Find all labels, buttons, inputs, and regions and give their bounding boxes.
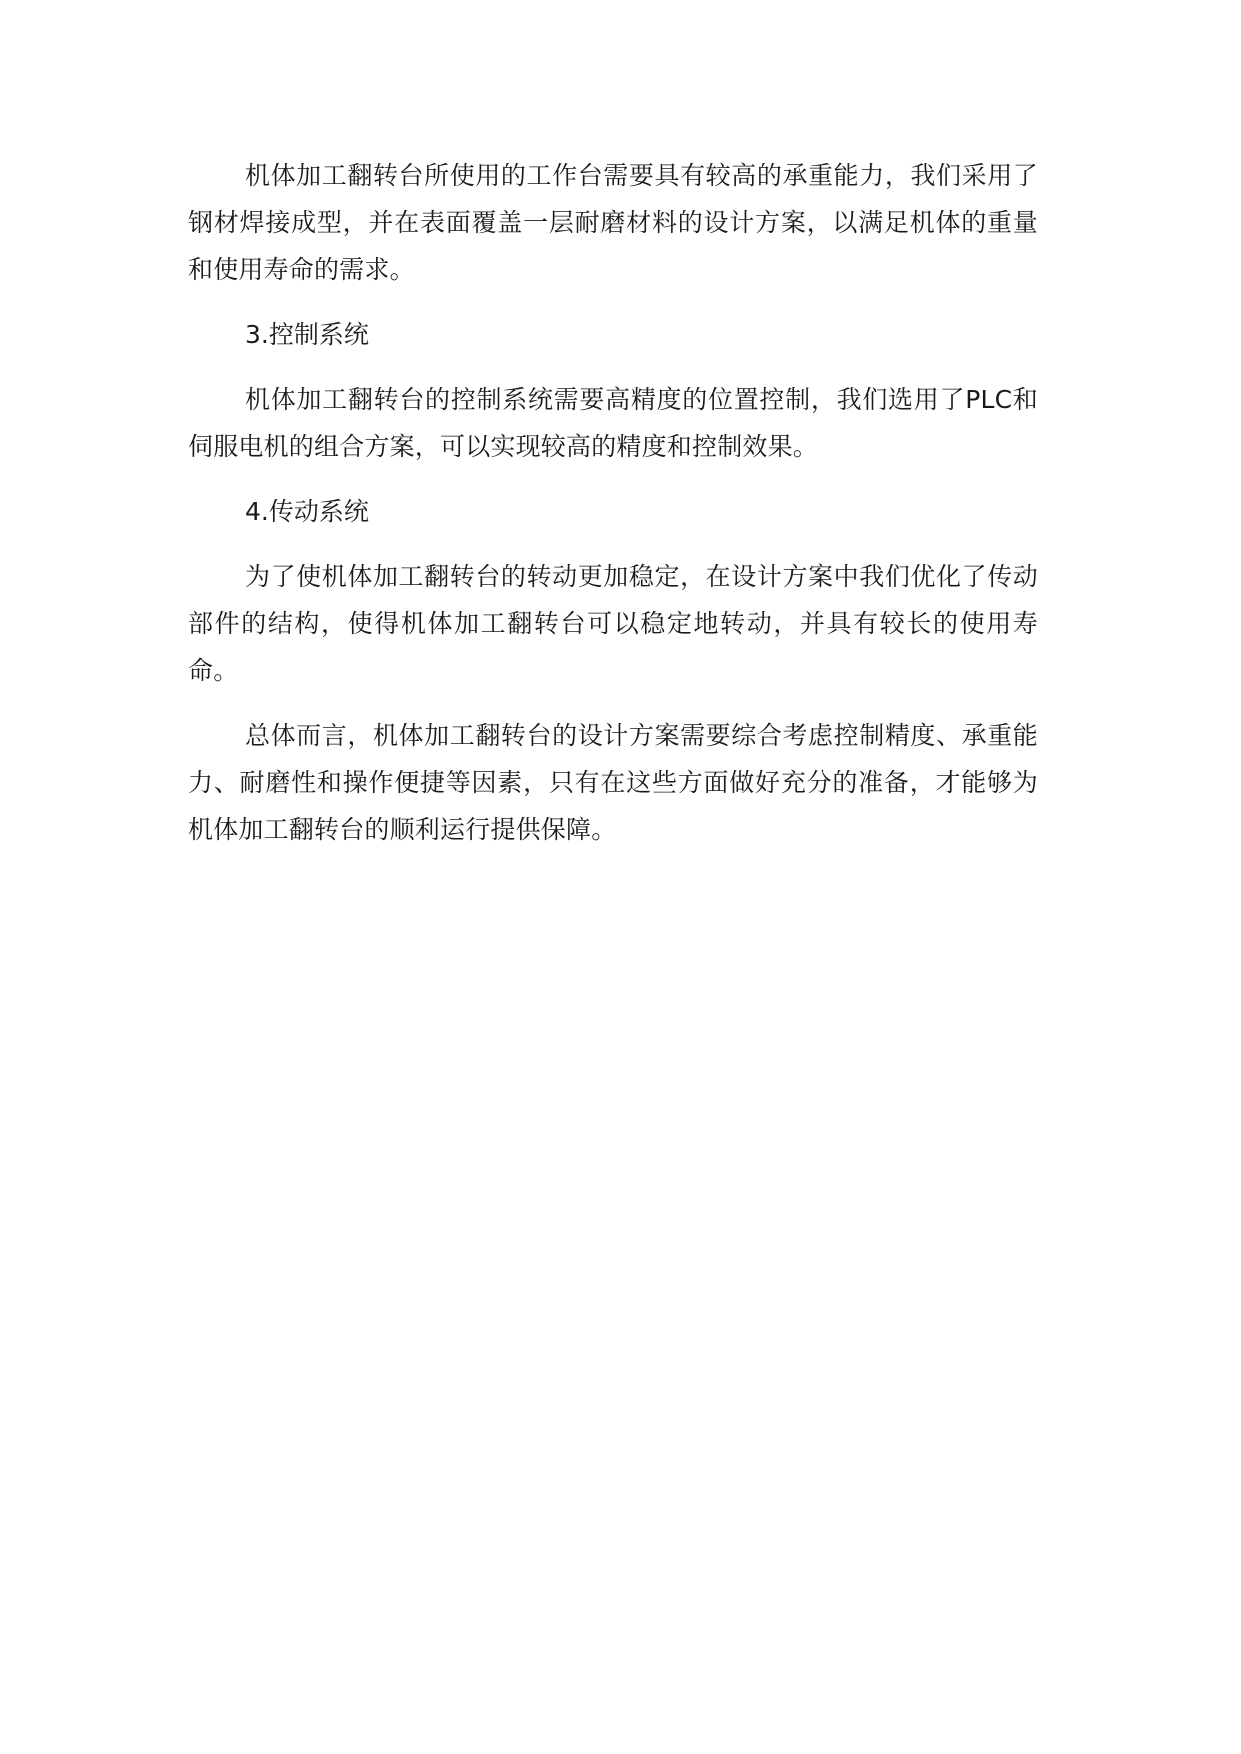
paragraph-transmission-system: 为了使机体加工翻转台的转动更加稳定，在设计方案中我们优化了传动部件的结构，使得机体加工翻转台可以稳定地转动，并具有较长的使用寿命。 bbox=[188, 562, 1038, 685]
section-heading-control-system: 3.控制系统 bbox=[245, 320, 369, 349]
paragraph-summary: 总体而言，机体加工翻转台的设计方案需要综合考虑控制精度、承重能力、耐磨性和操作便捷等因素，只有在这些方面做好充分的准备，才能够为机体加工翻转台的顺利运行提供保障。 bbox=[188, 721, 1038, 844]
paragraph-control-system: 机体加工翻转台的控制系统需要高精度的位置控制，我们选用了PLC和伺服电机的组合方案，可以实现较高的精度和控制效果。 bbox=[188, 385, 1038, 461]
paragraph-worktable: 机体加工翻转台所使用的工作台需要具有较高的承重能力，我们采用了钢材焊接成型，并在表面覆盖一层耐磨材料的设计方案，以满足机体的重量和使用寿命的需求。 bbox=[188, 161, 1038, 284]
section-heading-transmission-system: 4.传动系统 bbox=[245, 497, 369, 526]
document-body bbox=[188, 152, 1038, 871]
